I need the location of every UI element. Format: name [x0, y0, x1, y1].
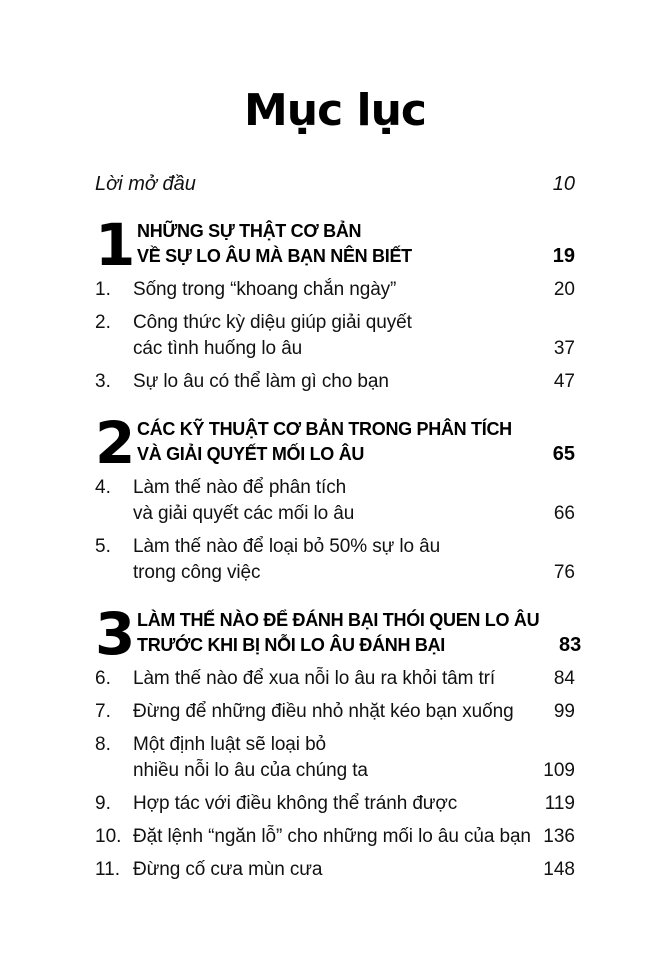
entry-number: 9. — [95, 792, 111, 814]
entry-number: 3. — [95, 370, 111, 392]
entry-page-number: 109 — [543, 759, 575, 781]
page-title: Mục lục — [244, 85, 426, 136]
chapter-1-section — [95, 210, 575, 395]
entry-title-line: Làm thế nào để phân tích — [133, 476, 347, 498]
entry-title — [133, 475, 533, 527]
entry-title — [133, 857, 533, 883]
chapter-title-line: CÁC KỸ THUẬT CƠ BẢN TRONG PHÂN TÍCH — [137, 418, 512, 439]
entry-number: 11. — [95, 858, 121, 880]
chapter-3-heading — [95, 599, 582, 668]
chapter-3-section — [95, 599, 582, 883]
entry-number: 7. — [95, 700, 111, 722]
entry-page-number: 84 — [553, 667, 575, 689]
entry-title — [133, 369, 533, 395]
chapter-number: 2 — [95, 408, 136, 477]
entry-title — [133, 791, 533, 817]
entry-title-line: Sống trong “khoang chắn ngày” — [133, 278, 397, 300]
entry-title — [133, 732, 533, 784]
toc-entry — [95, 732, 575, 784]
entry-title-line: Đừng cố cưa mùn cưa — [133, 858, 323, 880]
chapter-2-section — [95, 408, 575, 586]
entry-page-number: 148 — [543, 858, 575, 880]
toc-entry — [95, 277, 575, 303]
entry-title — [133, 310, 533, 362]
chapter-title-line: VÀ GIẢI QUYẾT MỐI LO ÂU — [137, 443, 365, 464]
entry-title-line: Làm thế nào để xua nỗi lo âu ra khỏi tâm trí — [133, 667, 496, 689]
entry-title-line: Sự lo âu có thể làm gì cho bạn — [133, 370, 389, 392]
preface-row — [95, 171, 575, 197]
entry-title-line: Đặt lệnh “ngăn lỗ” cho những mối lo âu của bạn — [133, 825, 531, 847]
chapter-page-number: 19 — [552, 244, 575, 267]
entry-title-line: các tình huống lo âu — [133, 337, 303, 359]
chapter-title — [137, 417, 533, 467]
entry-title-line: Đừng để những điều nhỏ nhặt kéo bạn xuống — [133, 700, 514, 722]
entry-title-line: Làm thế nào để loại bỏ 50% sự lo âu — [133, 535, 441, 557]
chapter-title — [137, 608, 539, 658]
toc-entry — [95, 475, 575, 527]
chapter-page-number: 65 — [552, 442, 575, 465]
entry-title-line: Một định luật sẽ loại bỏ — [133, 733, 326, 755]
entry-page-number: 76 — [553, 561, 575, 583]
entry-page-number: 136 — [543, 825, 575, 847]
entry-number: 2. — [95, 311, 111, 333]
entry-title-line: nhiều nỗi lo âu của chúng ta — [133, 759, 368, 781]
chapter-title-line: LÀM THẾ NÀO ĐỂ ĐÁNH BẠI THÓI QUEN LO ÂU — [137, 609, 540, 630]
toc-entry — [95, 824, 575, 850]
entry-number: 5. — [95, 535, 111, 557]
entry-title-line: và giải quyết các mối lo âu — [133, 502, 355, 524]
entry-title — [133, 534, 533, 586]
preface-page-number: 10 — [552, 172, 575, 195]
entry-title — [133, 277, 533, 303]
entry-title — [133, 666, 533, 692]
entry-title-line: Công thức kỳ diệu giúp giải quyết — [133, 311, 412, 333]
chapter-number: 3 — [95, 599, 136, 668]
entry-page-number: 37 — [553, 337, 575, 359]
toc-entry — [95, 666, 575, 692]
chapter-page-number: 83 — [559, 633, 582, 656]
entry-title-line: Hợp tác với điều không thể tránh được — [133, 792, 458, 814]
chapter-title — [137, 219, 533, 269]
toc-entry — [95, 699, 575, 725]
chapter-title-line: VỀ SỰ LO ÂU MÀ BẠN NÊN BIẾT — [137, 245, 412, 266]
chapter-2-heading — [95, 408, 575, 477]
toc-entry — [95, 791, 575, 817]
entry-number: 8. — [95, 733, 111, 755]
entry-title — [133, 699, 533, 725]
entry-page-number: 119 — [544, 792, 575, 814]
entry-number: 4. — [95, 476, 111, 498]
entry-number: 10. — [95, 825, 122, 847]
entry-page-number: 66 — [553, 502, 575, 524]
chapter-1-heading — [95, 210, 575, 279]
entry-page-number: 20 — [553, 278, 575, 300]
preface-label: Lời mở đầu — [95, 172, 196, 195]
entry-title-line: trong công việc — [133, 561, 261, 583]
entry-page-number: 47 — [553, 370, 575, 392]
toc-entry — [95, 369, 575, 395]
chapter-number: 1 — [95, 210, 136, 279]
chapter-title-line: TRƯỚC KHI BỊ NỖI LO ÂU ĐÁNH BẠI — [137, 634, 445, 655]
entry-page-number: 99 — [553, 700, 575, 722]
entry-number: 1. — [95, 278, 111, 300]
toc-entry — [95, 534, 575, 586]
toc-entry — [95, 310, 575, 362]
toc-entry — [95, 857, 575, 883]
chapter-title-line: NHỮNG SỰ THẬT CƠ BẢN — [137, 220, 362, 241]
entry-title — [133, 824, 533, 850]
entry-number: 6. — [95, 667, 111, 689]
